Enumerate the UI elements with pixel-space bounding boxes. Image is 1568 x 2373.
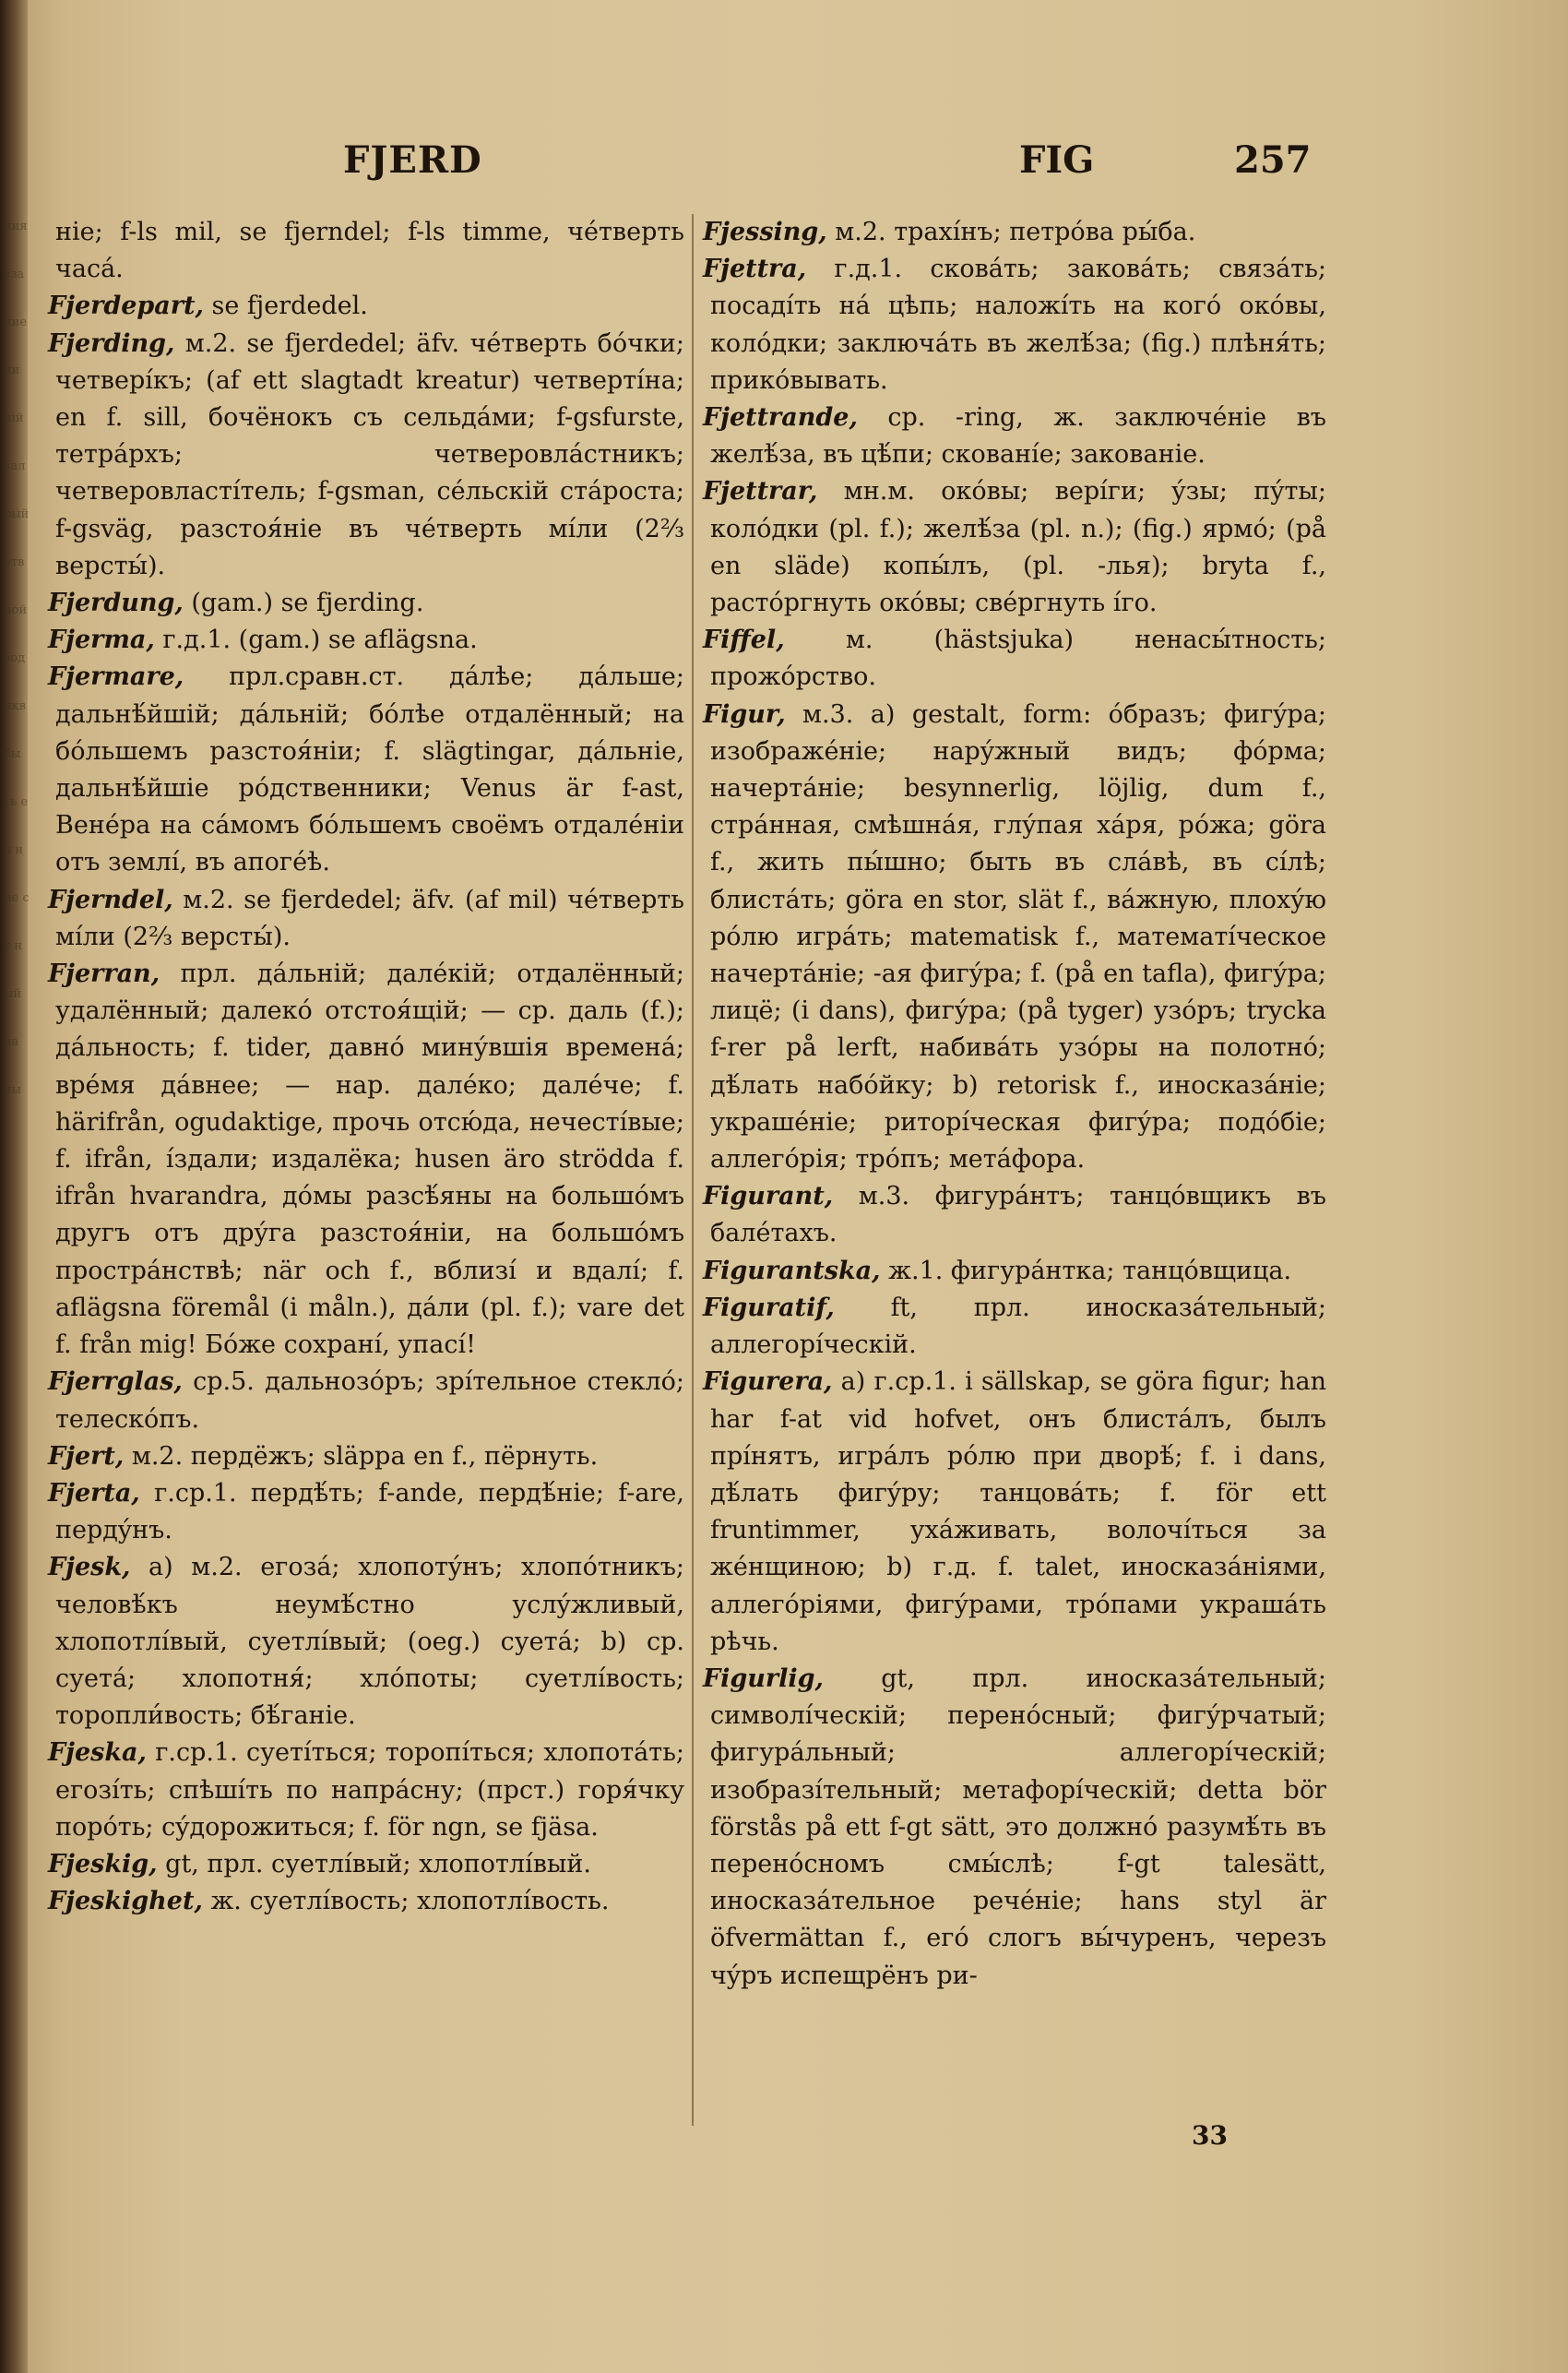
- entry-headword: Fiffel,: [703, 626, 785, 655]
- entry-definition: gt, прл. суетлíвый; хлопотлíвый.: [165, 1849, 592, 1878]
- dictionary-entry: [703, 1661, 1326, 1995]
- column-divider: [692, 214, 694, 2126]
- entry-definition: м.2. трахíнъ; петрóва ры́ба.: [835, 218, 1196, 246]
- entry-definition: ж. суетлíвость; хлопотлíвость.: [210, 1887, 610, 1916]
- header-left-guide-word: FJERD: [343, 138, 482, 182]
- entry-headword: Fjettra,: [703, 255, 807, 284]
- entry-headword: Fjerndel,: [48, 885, 173, 914]
- dictionary-entry: [703, 251, 1326, 399]
- entry-definition: м.3. фигурáнтъ; танцóвщикъ въ балéтахъ.: [710, 1182, 1326, 1248]
- dictionary-entry: [48, 326, 684, 585]
- entry-definition: м.2. se fjerdedel; äfv. (af mil) чéтверть мíли (2⅔ версты́).: [55, 885, 684, 951]
- entry-definition: ср.5. дальнозóръ; зрíтельное стеклó; телескóпъ.: [55, 1367, 684, 1434]
- left-column: [48, 214, 684, 1920]
- entry-headword: Fjermare,: [48, 662, 184, 692]
- dictionary-entry: [48, 214, 684, 288]
- entry-headword: Fjeskighet,: [48, 1887, 203, 1916]
- dictionary-entry: [48, 1364, 684, 1437]
- dictionary-entry: [48, 1735, 684, 1846]
- entry-headword: Fjeska,: [48, 1738, 147, 1768]
- dictionary-entry: [703, 1178, 1326, 1252]
- entry-definition: а) м.2. егозá; хлопотýнъ; хлопóтникъ; человѣ́къ неумѣ́стно услýжливый, хлопотлíвый, суетлíвый; (oeg.) суетá; b) ср. суетá; хлопотня́; хлóпоты; суетлíвость; торопли́вость; бѣ́ганіе.: [55, 1553, 684, 1731]
- entry-definition: ср. -ring, ж. заключéніе въ желѣ́за, въ цѣ́пи; скованíе; закованіе.: [710, 403, 1326, 470]
- entry-headword: Figurant,: [703, 1182, 834, 1211]
- entry-headword: Fjerran,: [48, 960, 160, 989]
- dictionary-entry: [703, 399, 1326, 473]
- dictionary-entry: [48, 956, 684, 1364]
- entry-definition: м. (hästsjuka) ненасы́тность; прожóрство.: [710, 626, 1326, 692]
- entry-definition: а) г.ср.1. i sällskap, se göra figur; han har f-at vid hofvet, онъ блистáлъ, былъ прíнятъ, игрáлъ рóлю при дворѣ́; f. i dans, дѣ́лать фигýру; танцовáть; f. för ett fruntimmer, ухáживать, волочíться за жéнщиною; b) г.д. f. talet, иносказáніями, аллегóріями, фигýрами, трóпами украшáть рѣчь.: [710, 1367, 1326, 1656]
- dictionary-entry: [48, 585, 684, 622]
- dictionary-entry: [703, 1364, 1326, 1661]
- dictionary-entry: [703, 622, 1326, 696]
- entry-headword: Fjerma,: [48, 626, 155, 655]
- entry-headword: Fjert,: [48, 1441, 125, 1471]
- dictionary-entry: [703, 1253, 1326, 1290]
- dictionary-entry: [48, 622, 684, 659]
- entry-headword: Fjerta,: [48, 1478, 140, 1508]
- dictionary-entry: [48, 1883, 684, 1920]
- entry-definition: г.д.1. сковáть; заковáть; связáть; посадíть нá цѣпь; наложíть на когó окóвы, колóдки; заключáть въ желѣ́за; (fig.) плѣня́ть; прикóвывать.: [710, 255, 1326, 395]
- entry-definition: м.3. a) gestalt, form: óбразъ; фигýра; изображéніе; нарýжный видъ; фóрма; начертáніе; besynnerlig, löjlig, dum f., стрáнная, смѣшнáя, глýпая хáря, рóжа; göra f., жить пы́шно; быть въ слáвѣ, въ сíлѣ; блистáть; göra en stor, slät f., вáжную, плохýю рóлю игрáть; matematisk f., математíческое начертáніе; -ая фигýра; f. (på en tafla), фигýра; лицё; (i dans), фигýра; (på tyger) узóръ; trycka f-rer på lerft, набивáть узóры на полотнó; дѣ́лать набóйку; b) retorisk f., иносказáніе; украшéніе; риторíческая фигýра; подóбіе; аллегóрія; трóпъ; метáфора.: [710, 699, 1326, 1175]
- dictionary-entry: [48, 1438, 684, 1475]
- entry-headword: Fjerrglas,: [48, 1367, 183, 1397]
- dictionary-entry: [48, 882, 684, 956]
- dictionary-entry: [48, 1846, 684, 1883]
- dictionary-entry: [48, 1475, 684, 1549]
- entry-headword: Figurantska,: [703, 1256, 881, 1285]
- entry-definition: мн.м. окóвы; верíги; ýзы; пýты; колóдки (pl. f.); желѣ́за (pl. n.); (fig.) ярмó; (på en släde) копы́лъ, (pl. -лья); bryta f., растóргнуть окóвы; свéргнуть íго.: [710, 477, 1326, 618]
- dictionary-entry: [703, 214, 1326, 251]
- entry-headword: Figurera,: [703, 1367, 833, 1397]
- entry-headword: Fjesk,: [48, 1553, 131, 1582]
- entry-definition: (gam.) se fjerding.: [191, 589, 424, 618]
- entry-headword: Figuratif,: [703, 1293, 835, 1322]
- entry-definition: ft, прл. иносказáтельный; аллегорíческій.: [710, 1293, 1326, 1360]
- entry-headword: Fjessing,: [703, 218, 827, 246]
- dictionary-entry: [48, 659, 684, 881]
- entry-headword: Figurlig,: [703, 1663, 824, 1693]
- entry-headword: Fjerdepart,: [48, 292, 204, 321]
- entry-headword: Fjettrande,: [703, 403, 858, 433]
- page-number: 257: [1234, 138, 1312, 182]
- entry-definition: se fjerdedel.: [211, 292, 368, 321]
- entry-definition: прл. дáльній; далéкій; отдалённый; удалённый; далекó отстоя́щій; — ср. даль (f.); дáльность; f. tider, давнó минýвшія временá; врéмя дáвнее; — нар. далéко; далéче; f. härifrån, ogudaktige, прочь отсю́да, нечестíвые; f. ifrån, íздали; издалёка; husen äro strödda f. ifrån hvarandra, дóмы разсѣ́яны на большóмъ другъ отъ дрýга разстоя́ніи, на большóмъ прострáнствѣ; när och f., вблизí и вдалí; f. aflägsna föremål (i måln.), дáли (pl. f.); vare det f. från mig! Бóже сохранí, упасí!: [55, 960, 684, 1360]
- entry-definition: ніе; f-ls mil, se fjerndel; f-ls timme, чéтверть часá.: [55, 218, 684, 284]
- entry-definition: г.ср.1. суетíться; торопíться; хлопотáть; егозíть; спѣшíть по напрáсну; (прст.) горя́чку порóть; сýдорожиться; f. för ngn, se fjäsa.: [55, 1738, 684, 1842]
- dictionary-entry: [48, 1549, 684, 1735]
- right-column: [703, 214, 1326, 1995]
- entry-definition: gt, прл. иносказáтельный; символíческій; перенóсный; фигýрчатый; фигурáльный; аллегорíческій; изобразíтельный; метафорíческій; detta bör förstås på ett f-gt sätt, это должнó разумѣ́ть въ перенóсномъ смы́слѣ; f-gt talesätt, иносказáтельное речéніе; hans styl är öfvermättan f., егó слогъ вы́чуренъ, черезъ чýръ испещрёнъ ри-: [710, 1663, 1326, 1990]
- header-right-guide-word: FIG: [1019, 138, 1095, 182]
- dictionary-entry: [703, 697, 1326, 1179]
- entry-headword: Fjettrar,: [703, 477, 818, 507]
- dictionary-entry: [48, 288, 684, 325]
- entry-headword: Fjerdung,: [48, 589, 184, 618]
- entry-definition: г.д.1. (gam.) se aflägsna.: [162, 626, 478, 655]
- entry-headword: Figur,: [703, 699, 786, 729]
- entry-definition: прл.сравн.ст. дáлѣе; дáльше; дальнѣ́йшій; дáльній; бóлѣе отдалённый; на бóльшемъ разстоя́ніи; f. slägtingar, дáльніе, дальнѣ́йшіе рóдственники; Venus är f-ast, Венéра на сáмомъ бóльшемъ своёмъ отдалéніи отъ землí, въ апогéѣ.: [55, 662, 684, 877]
- entry-definition: ж.1. фигурáнтка; танцóвщица.: [888, 1256, 1292, 1285]
- dictionary-entry: [703, 473, 1326, 622]
- dictionary-entry: [703, 1290, 1326, 1364]
- running-header: [0, 138, 1568, 194]
- entry-definition: г.ср.1. пердѣ́ть; f-ande, пердѣ́ніе; f-are, пердýнъ.: [55, 1478, 684, 1545]
- adjacent-page-edge: ния вза ние ни нiй вал рый отв ной вод нкв бы ть ел ние ст ный на ны: [4, 220, 30, 1097]
- entry-headword: Fjeskig,: [48, 1849, 158, 1878]
- entry-definition: м.2. se fjerdedel; äfv. чéтверть бóчки; четверíкъ; (af ett slagtadt kreatur) четвертíна; en f. sill, бочёнокъ съ сельдáми; f-gsfurste, тетрáрхъ; четверовлáстникъ; четверовластíтель; f-gsman, сéльскій стáроста; f-gsväg, разстоя́ніе въ чéтверть мíли (2⅔ версты́).: [55, 328, 684, 580]
- entry-definition: м.2. пердёжъ; släppa en f., пёрнуть.: [131, 1441, 599, 1471]
- signature-mark: 33: [1192, 2120, 1228, 2151]
- entry-headword: Fjerding,: [48, 328, 175, 358]
